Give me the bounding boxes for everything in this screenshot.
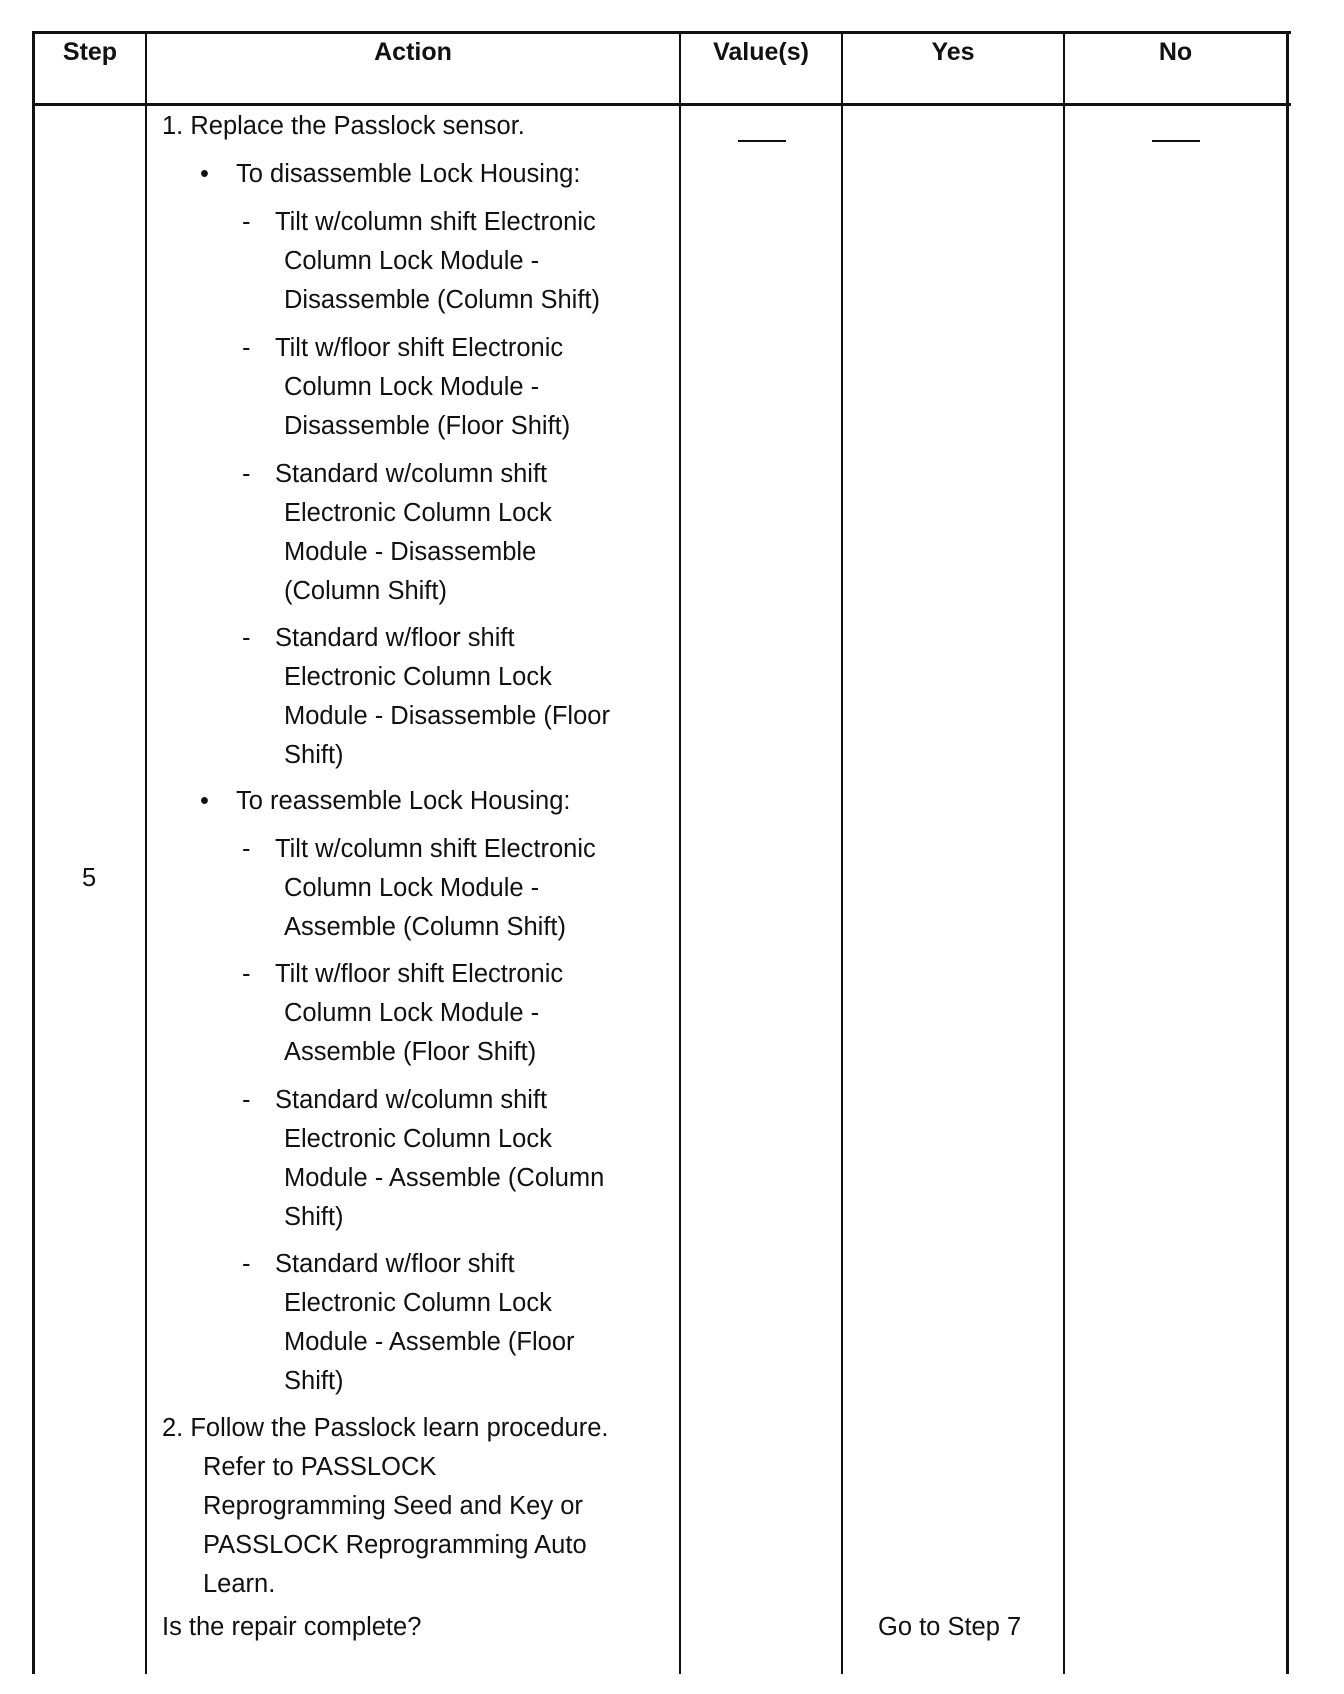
dash-icon: - xyxy=(242,334,251,362)
header-yes: Yes xyxy=(931,38,975,66)
sub-item-line: Shift) xyxy=(284,741,344,769)
header-no: No xyxy=(1158,38,1193,66)
sub-item-line: Assemble (Floor Shift) xyxy=(284,1038,537,1066)
action-item-2-line: Learn. xyxy=(203,1570,276,1598)
sub-item-line: Electronic Column Lock xyxy=(284,1289,552,1317)
sub-item-line: Standard w/column shift xyxy=(275,460,548,488)
sub-item-line: Electronic Column Lock xyxy=(284,663,552,691)
bullet-1-label: To disassemble Lock Housing: xyxy=(236,160,581,188)
sub-item-line: Tilt w/floor shift Electronic xyxy=(275,334,564,362)
action-item-2-line: Reprogramming Seed and Key or xyxy=(203,1492,583,1520)
sub-item-line: Module - Assemble (Column xyxy=(284,1164,605,1192)
sub-item-line: Disassemble (Floor Shift) xyxy=(284,412,571,440)
sub-item-line: (Column Shift) xyxy=(284,577,447,605)
action-item-2-line: Refer to PASSLOCK xyxy=(203,1453,437,1481)
bullet-1-icon: • xyxy=(200,160,209,188)
sub-item-line: Standard w/floor shift xyxy=(275,624,515,652)
table-header-divider xyxy=(32,103,1291,106)
table-col-divider-1 xyxy=(145,31,147,1674)
sub-item-line: Tilt w/column shift Electronic xyxy=(275,835,596,863)
sub-item-line: Standard w/floor shift xyxy=(275,1250,515,1278)
sub-item-line: Column Lock Module - xyxy=(284,247,540,275)
header-action: Action xyxy=(374,38,452,66)
action-question: Is the repair complete? xyxy=(162,1613,422,1641)
action-item-1: 1. Replace the Passlock sensor. xyxy=(162,112,525,140)
table-border-right xyxy=(1286,31,1289,1674)
sub-item-line: Column Lock Module - xyxy=(284,874,540,902)
table-col-divider-4 xyxy=(1063,31,1065,1674)
sub-item-line: Module - Assemble (Floor xyxy=(284,1328,575,1356)
dash-icon: - xyxy=(242,1250,251,1278)
sub-item-line: Disassemble (Column Shift) xyxy=(284,286,601,314)
bullet-2-label: To reassemble Lock Housing: xyxy=(236,787,571,815)
step-number: 5 xyxy=(82,864,97,892)
table-col-divider-3 xyxy=(841,31,843,1674)
header-values: Value(s) xyxy=(713,38,809,66)
bullet-2-icon: • xyxy=(200,787,209,815)
dash-icon: - xyxy=(242,1086,251,1114)
sub-item-line: Shift) xyxy=(284,1367,344,1395)
dash-icon: - xyxy=(242,960,251,988)
sub-item-line: Standard w/column shift xyxy=(275,1086,548,1114)
action-item-2-line: 2. Follow the Passlock learn procedure. xyxy=(162,1414,609,1442)
table-border-top xyxy=(32,31,1291,34)
sub-item-line: Assemble (Column Shift) xyxy=(284,913,567,941)
no-dash xyxy=(1152,140,1200,142)
sub-item-line: Module - Disassemble (Floor xyxy=(284,702,610,730)
yes-go-to-step: Go to Step 7 xyxy=(878,1613,1022,1641)
sub-item-line: Column Lock Module - xyxy=(284,373,540,401)
dash-icon: - xyxy=(242,835,251,863)
table-col-divider-2 xyxy=(679,31,681,1674)
sub-item-line: Shift) xyxy=(284,1203,344,1231)
dash-icon: - xyxy=(242,208,251,236)
sub-item-line: Tilt w/column shift Electronic xyxy=(275,208,596,236)
action-item-2-line: PASSLOCK Reprogramming Auto xyxy=(203,1531,587,1559)
sub-item-line: Electronic Column Lock xyxy=(284,499,552,527)
dash-icon: - xyxy=(242,624,251,652)
sub-item-line: Tilt w/floor shift Electronic xyxy=(275,960,564,988)
table-border-left xyxy=(32,31,35,1674)
values-dash xyxy=(738,140,786,142)
header-step: Step xyxy=(62,38,118,66)
dash-icon: - xyxy=(242,460,251,488)
sub-item-line: Column Lock Module - xyxy=(284,999,540,1027)
sub-item-line: Electronic Column Lock xyxy=(284,1125,552,1153)
sub-item-line: Module - Disassemble xyxy=(284,538,537,566)
